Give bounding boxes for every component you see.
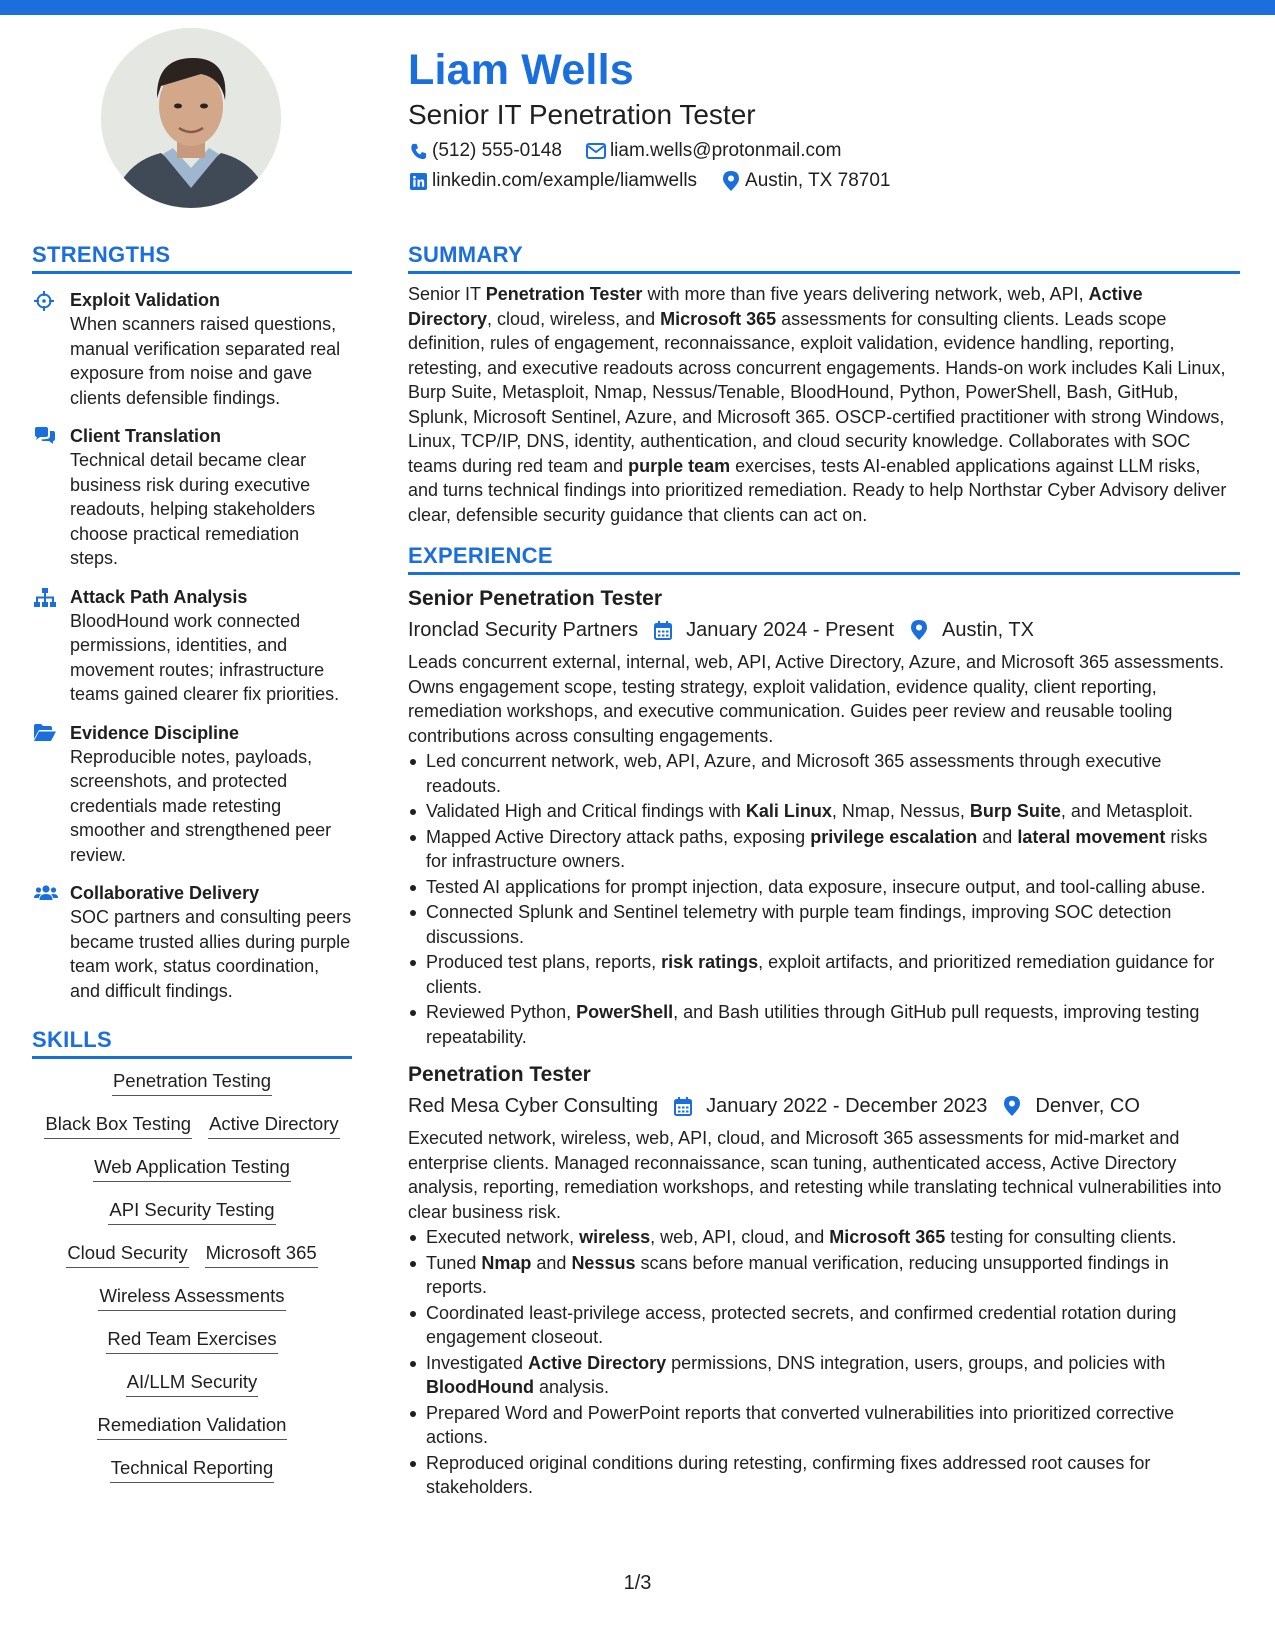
job-dates: January 2024 - Present [686,619,895,641]
text-run: Reviewed Python, [426,1002,577,1022]
candidate-role: Senior IT Penetration Tester [408,99,756,130]
profile-photo [101,28,281,208]
bullet-item [408,799,1228,824]
summary-text [408,282,1228,527]
bold-keyword: Kali Linux [745,801,832,821]
skill-tag: Penetration Testing [112,1069,272,1096]
phone-icon [408,141,428,161]
skill-row [32,1456,352,1483]
job-meta [408,616,1240,644]
text-run: Tested AI applications for prompt injection, data exposure, insecure output, and tool-calling abuse. [426,876,1206,897]
strength-title: Evidence Discipline [70,722,240,743]
skills-list [32,1069,352,1483]
job-entry [408,1061,1240,1500]
phone-number[interactable]: (512) 555-0148 [432,140,562,161]
bullet-item [408,749,1228,798]
text-run: scans before manual verification, reducing unsupported findings in reports. [426,1252,1169,1297]
job-entry [408,585,1240,1049]
job-title: Senior Penetration Tester [408,587,663,610]
text-run: , exploit artifacts, and prioritized remediation guidance for clients. [426,952,1215,997]
email-address[interactable]: liam.wells@protonmail.com [609,140,842,161]
skill-row [32,1413,352,1440]
company-name: Red Mesa Cyber Consulting [408,1095,659,1117]
text-run: with more than five years delivering network, web, API, [642,284,1089,304]
skill-tag: Web Application Testing [93,1155,291,1182]
right-column [408,240,1240,1501]
job-title: Penetration Tester [408,1063,591,1086]
job-meta [408,1092,1240,1120]
text-run: Executed network, [426,1227,580,1247]
strength-item [32,288,352,410]
location-text: Austin, TX 78701 [745,170,891,191]
linkedin-icon [408,171,428,191]
bullet-item [408,1451,1228,1500]
text-run: Led concurrent network, web, API, Azure, and Microsoft 365 assessments through executive readouts. [426,751,1162,796]
text-run: , and Bash utilities through GitHub pull requests, improving testing repeatability. [426,1002,1200,1047]
job-description: Executed network, wireless, web, API, cloud, and Microsoft 365 assessments for mid-market and enterprise clients. Managed reconnaissance, scan tuning, authenticated access, Active Directory analysis, reporting, remediation workshops, and retesting while translating technical vulnerabilities into clear business risk. [408,1128,1222,1222]
skill-row [32,1112,352,1139]
calendar-icon [672,1095,694,1117]
bold-keyword: Nessus [571,1252,636,1273]
text-run: Validated High and Critical findings with [426,801,746,821]
skill-row [32,1069,352,1096]
strength-title: Client Translation [70,426,222,446]
bold-keyword: Burp Suite [969,801,1061,821]
text-run: Connected Splunk and Sentinel telemetry with purple team findings, improving SOC detection discussions. [426,902,1172,947]
strength-desc: SOC partners and consulting peers became trusted allies during purple team work, status coordination, and difficult findings. [70,907,352,1001]
text-run: and [977,826,1018,847]
strength-item [32,881,352,1003]
page-number: 1/3 [623,1572,652,1594]
envelope-icon [586,141,606,161]
bullet-item [408,900,1228,949]
text-run: Coordinated least-privilege access, protected secrets, and confirmed credential rotation during engagement closeout. [426,1302,1177,1347]
skill-row [32,1327,352,1354]
resume-header [408,40,1228,194]
sitemap-icon [32,585,70,707]
text-run: analysis. [533,1377,610,1397]
calendar-icon [652,619,674,641]
skill-row [32,1198,352,1225]
bold-keyword: lateral movement [1017,826,1166,847]
text-run: and [531,1252,572,1273]
job-description: Leads concurrent external, internal, web, API, Active Directory, Azure, and Microsoft 365 assessments. Owns engagement scope, testing strategy, exploit validation, evidence quality, client reporting, remediation workshops, and executive communication. Guides peer review and reusable tooling contributions across consulting engagements. [408,652,1225,746]
text-run: Produced test plans, reports, [426,952,662,972]
linkedin-contact [408,168,697,194]
job-bullets [408,1225,1228,1500]
job-bullets [408,749,1228,1049]
bold-keyword: purple team [628,455,731,476]
text-run: exercises, tests AI-enabled applications against LLM risks, and turns technical findings into prioritized remediation. Ready to help Northstar Cyber Advisory deliver clear, defensible security guidance that clients can act on. [408,455,1227,525]
contact-row-1 [408,138,1228,164]
bold-keyword: Nmap [481,1252,532,1273]
bold-keyword: Microsoft 365 [829,1227,946,1247]
skill-tag: AI/LLM Security [126,1370,259,1397]
bullet-item [408,1351,1228,1400]
strength-item [32,721,352,868]
text-run: , cloud, wireless, and [487,308,661,329]
skill-row [32,1284,352,1311]
experience-heading: EXPERIENCE [408,541,1240,575]
strength-desc: Technical detail became clear business risk during executive readouts, helping stakeholders choose practical remediation steps. [70,450,316,568]
job-dates: January 2022 - December 2023 [706,1095,988,1117]
bullet-item [408,1225,1228,1250]
skill-tag: Wireless Assessments [98,1284,285,1311]
map-pin-icon [1001,1095,1023,1117]
strength-title: Attack Path Analysis [70,586,248,607]
skill-tag: Red Team Exercises [106,1327,277,1354]
strength-title: Exploit Validation [70,290,221,310]
skill-tag: Technical Reporting [110,1456,274,1483]
bold-keyword: Active Directory [408,284,1143,329]
candidate-name: Liam Wells [408,46,634,94]
text-run: permissions, DNS integration, users, groups, and policies with [666,1352,1166,1373]
text-run: Investigated [426,1352,529,1373]
text-run: Mapped Active Directory attack paths, exposing [426,826,811,847]
skill-tag: Black Box Testing [44,1112,192,1139]
email-contact [586,138,842,164]
text-run: Prepared Word and PowerPoint reports that converted vulnerabilities into prioritized corrective actions. [426,1402,1175,1447]
strength-item [32,585,352,707]
bullet-item [408,1000,1228,1049]
phone-contact [408,138,562,164]
strength-title: Collaborative Delivery [70,883,260,903]
bullet-item [408,1251,1228,1300]
text-run: , and Metasploit. [1060,801,1193,821]
linkedin-url[interactable]: linkedin.com/example/liamwells [432,170,698,191]
top-accent-bar [0,0,1275,15]
skills-heading: SKILLS [32,1025,352,1059]
bold-keyword: Microsoft 365 [660,308,777,329]
text-run: risks for infrastructure owners. [426,826,1208,871]
text-run: , web, API, cloud, and [650,1227,830,1247]
map-pin-icon [908,619,930,641]
crosshair-icon [32,288,70,410]
contact-row-2 [408,168,1228,194]
text-run: testing for consulting clients. [945,1227,1177,1247]
job-location: Denver, CO [1035,1095,1140,1117]
bullet-item [408,1301,1228,1350]
text-run: Senior IT [408,284,486,304]
skill-tag: Microsoft 365 [205,1241,318,1268]
bullet-item [408,875,1228,900]
text-run: Reproduced original conditions during retesting, confirming fixes addressed root causes for stakeholders. [426,1452,1151,1497]
left-column [32,240,352,1499]
bullet-item [408,950,1228,999]
skill-row [32,1370,352,1397]
strength-desc: BloodHound work connected permissions, identities, and movement routes; infrastructure teams gained clearer fix priorities. [70,610,340,704]
location-contact [721,168,890,194]
skill-tag: Active Directory [208,1112,340,1139]
skill-tag: Cloud Security [66,1241,188,1268]
skill-row [32,1241,352,1268]
strength-desc: When scanners raised questions, manual verification separated real exposure from noise and gave clients defensible findings. [70,314,341,408]
text-run: Tuned [426,1252,482,1273]
strengths-heading: STRENGTHS [32,240,352,274]
experience-list [408,585,1240,1500]
chat-bubbles-icon [32,424,70,571]
text-run: assessments for consulting clients. Leads scope definition, rules of engagement, reconnaissance, exploit validation, evidence handling, reporting, retesting, and executive readouts across concurrent engagements. Hands-on work includes Kali Linux, Burp Suite, Metasploit, Nmap, Nessus/Tenable, BloodHound, Python, PowerShell, Bash, GitHub, Splunk, Microsoft Sentinel, Azure, and Microsoft 365. OSCP-certified practitioner with strong Windows, Linux, TCP/IP, DNS, identity, authentication, and cloud security knowledge. Collaborates with SOC teams during red team and [408,308,1226,476]
bold-keyword: privilege escalation [810,826,978,847]
map-pin-icon [721,171,741,191]
bold-keyword: PowerShell [576,1002,674,1022]
users-icon [32,881,70,1003]
company-name: Ironclad Security Partners [408,619,639,641]
strength-item [32,424,352,571]
bullet-item [408,825,1228,874]
summary-heading: SUMMARY [408,240,1240,274]
skill-row [32,1155,352,1182]
job-location: Austin, TX [942,619,1034,641]
skill-tag: Remediation Validation [97,1413,288,1440]
bold-keyword: risk ratings [661,952,759,972]
bold-keyword: Active Directory [528,1352,667,1373]
folder-open-icon [32,721,70,868]
skill-tag: API Security Testing [108,1198,275,1225]
bold-keyword: Penetration Tester [485,284,643,304]
bold-keyword: BloodHound [426,1377,534,1397]
bold-keyword: wireless [579,1227,651,1247]
text-run: , Nmap, Nessus, [831,801,970,821]
bullet-item [408,1401,1228,1450]
strength-desc: Reproducible notes, payloads, screenshots, and protected credentials made retesting smoother and strengthened peer review. [70,746,332,865]
